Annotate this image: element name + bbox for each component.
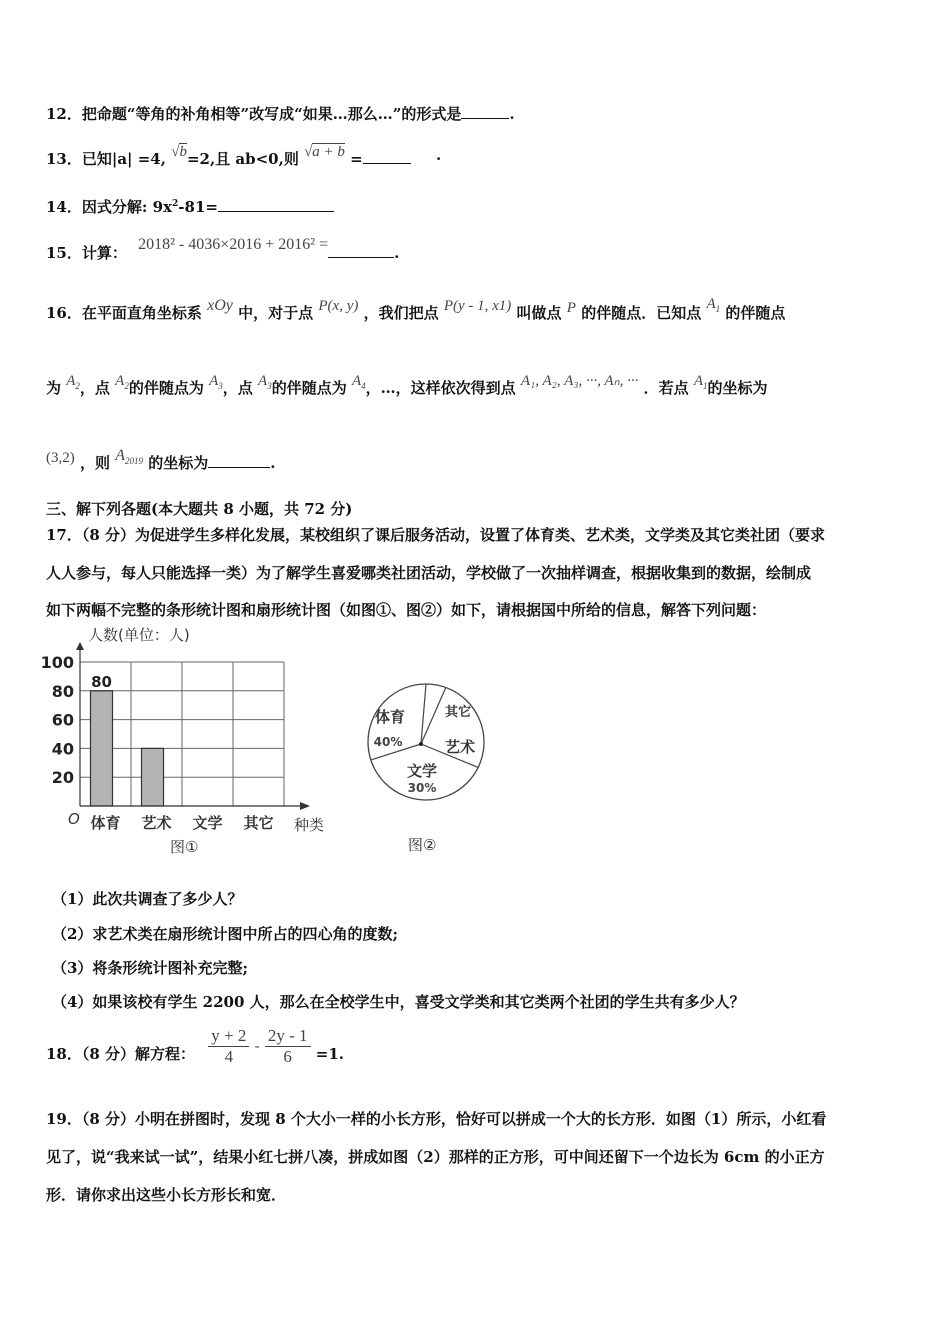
q14-blank — [218, 211, 334, 212]
q15-label: 计算： — [81, 244, 127, 262]
q16-text: ，点 — [79, 379, 110, 397]
point-a2: $A_2$ — [115, 373, 129, 391]
point-a1: $A_1$ — [693, 373, 708, 391]
q12-number: 12． — [46, 105, 82, 123]
y-tick-label: 100 — [40, 653, 74, 672]
q16-text: 中，对于点 — [238, 304, 314, 322]
question-18 — [46, 1026, 344, 1067]
q16-text: 的伴随点为 — [128, 379, 204, 397]
q18-rhs: =1. — [315, 1044, 344, 1063]
q15-number: 15． — [46, 244, 82, 262]
y-tick-label: 80 — [51, 681, 74, 701]
q17-line-3: 如下两幅不完整的条形统计图和扇形统计图（如图①、图②）如下，请根据国中所给的信息，解答下列问题： — [46, 601, 767, 619]
q17-sub-3: （3）将条形统计图补充完整; — [52, 959, 248, 977]
q13-equals: = — [350, 150, 363, 168]
sqrt-b: √b — [171, 144, 187, 160]
x-tick-label: 文学 — [192, 814, 223, 832]
q16-text: 的伴随点 — [725, 304, 786, 322]
q12-text: 把命题“等角的补角相等”改写成“如果…那么…”的形式是 — [81, 105, 462, 123]
point-a2: $A_2$ — [66, 373, 80, 391]
point-p-symbol: P — [566, 300, 576, 316]
bar-2 — [142, 748, 164, 806]
q16-blank — [208, 467, 270, 468]
q16-text: 的伴随点为 — [271, 379, 347, 397]
origin-label: O — [68, 810, 80, 828]
q16-text: ，我们把点 — [363, 304, 439, 322]
pie-center — [419, 742, 423, 746]
question-16-line-1 — [46, 296, 786, 324]
pie-chart-title: 图② — [408, 836, 437, 854]
companion-point: P(y - 1, x1) — [443, 298, 512, 314]
x-tick-label: 体育 — [90, 814, 121, 832]
q19-line-2: 见了，说“我来试一试”，结果小红七拼八凑，拼成如图（2）那样的正方形，可中间还留下一个边长为 6cm 的小正方 — [46, 1148, 825, 1166]
fraction-2: $\frac{2y - 1}{6}$ — [265, 1026, 311, 1067]
q13-text-2: =2,且 ab<0,则 — [186, 150, 299, 168]
x-tick-label: 艺术 — [141, 814, 172, 832]
q15-expression: 2018² - 4036×2016 + 2016² = — [138, 236, 329, 253]
q13-number: 13． — [46, 150, 82, 168]
pie-slice-label: 文学 — [406, 762, 438, 780]
q16-text: 叫做点 — [516, 304, 562, 322]
q12-blank — [461, 118, 509, 119]
q16-text: ．若点 — [643, 379, 689, 397]
y-tick-label: 40 — [51, 739, 74, 759]
q19-line-3: 形．请你求出这些小长方形长和宽． — [46, 1186, 287, 1204]
q16-text: 的坐标为 — [707, 379, 768, 397]
q16-text: 在平面直角坐标系 — [81, 304, 202, 322]
pie-chart — [360, 670, 500, 860]
pie-slice-percent: 40% — [373, 735, 403, 749]
minus-sign: - — [254, 1038, 260, 1055]
q17-sub-1: （1）此次共调查了多少人？ — [52, 890, 243, 908]
q15-blank — [328, 257, 394, 258]
bar-chart-title: 图① — [170, 838, 199, 856]
bar-chart — [30, 620, 350, 860]
x-axis-arrow — [300, 802, 310, 810]
y-tick-label: 20 — [51, 768, 74, 788]
xoy-label: xOy — [207, 297, 233, 314]
q18-label: 18．（8 分）解方程： — [46, 1044, 196, 1063]
question-13 — [46, 144, 442, 169]
q13-text-1: 已知|a| =4, — [81, 150, 166, 168]
point-a1: $A_1$ — [706, 296, 721, 314]
bar-value-label: 80 — [91, 672, 112, 691]
question-16-line-3 — [46, 447, 276, 474]
x-axis-label: 种类 — [294, 816, 325, 834]
q12-period: . — [509, 105, 515, 123]
q16-text: ，则 — [79, 454, 110, 472]
point-p: P(x, y) — [318, 298, 359, 314]
bar-chart-marks — [41, 653, 274, 832]
q14-text-2: -81= — [178, 198, 218, 216]
q14-exponent: 2 — [172, 199, 179, 209]
point-a3: $A_3$ — [209, 373, 223, 391]
bar-1 — [91, 691, 113, 806]
q14-text-1: 因式分解: 9x — [81, 198, 173, 216]
pie-slice-label: 体育 — [374, 708, 406, 726]
question-12 — [46, 103, 515, 124]
q16-text: 的坐标为 — [148, 454, 209, 472]
sqrt-a-plus-b: √a + b — [304, 144, 345, 160]
q14-number: 14． — [46, 198, 82, 216]
point-a2019: $A_{2019}$ — [115, 447, 144, 467]
point-a3: $A_3$ — [258, 373, 272, 391]
bar-chart-ylabel: 人数(单位：人) — [88, 626, 190, 644]
fraction-1: $\frac{y + 2}{4}$ — [208, 1026, 249, 1067]
pie-chart-marks — [368, 684, 484, 800]
question-16-line-2 — [46, 373, 768, 399]
y-axis-arrow — [76, 642, 84, 650]
q16-text: ，点 — [222, 379, 253, 397]
q17-sub-2: （2）求艺术类在扇形统计图中所占的四心角的度数; — [52, 925, 398, 943]
x-tick-label: 其它 — [243, 814, 274, 832]
q17-line-2: 人人参与，每人只能选择一类）为了解学生喜爱哪类社团活动，学校做了一次抽样调查，根据收集到的数据，绘制成 — [46, 564, 812, 582]
q19-line-1: 19．（8 分）小明在拼图时，发现 8 个大小一样的小长方形，恰好可以拼成一个大的长方形．如图（1）所示，小红看 — [46, 1110, 827, 1128]
point-sequence: A₁, A₂, A₃, ···, Aₙ, ··· — [520, 373, 639, 389]
q16-text: 的伴随点．已知点 — [581, 304, 702, 322]
q16-period: . — [270, 454, 276, 472]
section-3-heading: 三、解下列各题(本大题共 8 小题，共 72 分) — [46, 500, 353, 518]
q16-text: 为 — [46, 379, 62, 397]
q13-dot: · — [435, 150, 442, 168]
q15-period: . — [394, 244, 400, 262]
q13-blank — [363, 163, 411, 164]
pie-slice-percent: 30% — [407, 781, 437, 795]
q16-text: ，…，这样依次得到点 — [365, 379, 516, 397]
q16-number: 16． — [46, 304, 82, 322]
a1-coordinate: (3,2) — [46, 450, 75, 466]
q17-line-1: 17．（8 分）为促进学生多样化发展，某校组织了课后服务活动，设置了体育类、艺术类，文学类及其它类社团（要求 — [46, 526, 826, 544]
y-tick-label: 60 — [51, 710, 74, 730]
question-14 — [46, 196, 334, 217]
question-15 — [46, 236, 400, 263]
pie-slice-label: 艺术 — [444, 738, 476, 756]
point-a4: $A_4$ — [351, 373, 366, 391]
q17-sub-4: （4）如果该校有学生 2200 人，那么在全校学生中，喜受文学类和其它类两个社团的学生共有多少人？ — [52, 993, 745, 1011]
pie-slice-label: 其它 — [444, 705, 472, 720]
